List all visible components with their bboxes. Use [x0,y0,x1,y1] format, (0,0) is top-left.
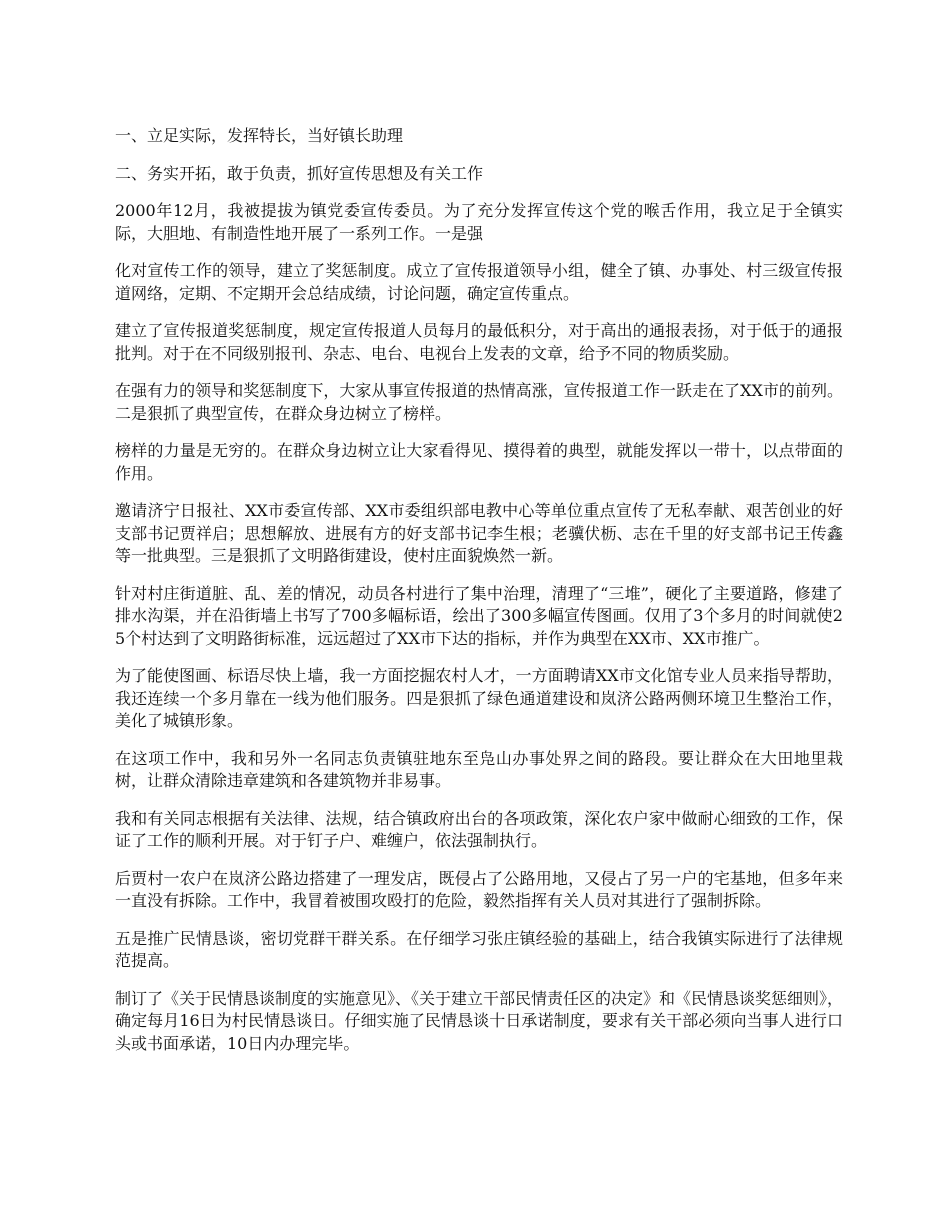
paragraph: 我和有关同志根据有关法律、法规，结合镇政府出台的各项政策，深化农户家中做耐心细致的工作，保证了工作的顺利开展。对于钉子户、难缠户，依法强制执行。 [115,808,843,850]
paragraph: 榜样的力量是无穷的。在群众身边树立让大家看得见、摸得着的典型，就能发挥以一带十，以点带面的作用。 [115,441,843,483]
paragraph: 为了能使图画、标语尽快上墙，我一方面挖掘农村人才，一方面聘请XX市文化馆专业人员来指导帮助，我还连续一个多月靠在一线为他们服务。四是狠抓了绿色通道建设和岚济公路两侧环境卫生整治工作，美化了城镇形象。 [115,666,843,730]
paragraph: 在强有力的领导和奖惩制度下，大家从事宣传报道的热情高涨，宣传报道工作一跃走在了XX市的前列。二是狠抓了典型宣传，在群众身边树立了榜样。 [115,381,843,423]
paragraph: 邀请济宁日报社、XX市委宣传部、XX市委组织部电教中心等单位重点宣传了无私奉献、艰苦创业的好支部书记贾祥启；思想解放、进展有方的好支部书记李生根；老骥伏枥、志在千里的好支部书记王传鑫等一批典型。三是狠抓了文明路街建设，使村庄面貌焕然一新。 [115,501,843,565]
paragraph: 制订了《关于民情恳谈制度的实施意见》、《关于建立干部民情责任区的决定》和《民情恳谈奖惩细则》，确定每月16日为村民情恳谈日。仔细实施了民情恳谈十日承诺制度，要求有关干部必须向当事人进行口头或书面承诺，10日内办理完毕。 [115,988,844,1053]
paragraph: 后贾村一农户在岚济公路边搭建了一理发店，既侵占了公路用地，又侵占了另一户的宅基地，但多年来一直没有拆除。工作中，我冒着被围攻殴打的危险，毅然指挥有关人员对其进行了强制拆除。 [115,868,843,910]
heading-section-two: 二、务实开拓，敢于负责，抓好宣传思想及有关工作 [115,163,484,183]
heading-section-one: 一、立足实际，发挥特长，当好镇长助理 [115,126,404,145]
paragraph: 在这项工作中，我和另外一名同志负责镇驻地东至凫山办事处界之间的路段。要让群众在大田地里栽树，让群众清除违章建筑和各建筑物并非易事。 [115,748,843,790]
paragraph: 针对村庄街道脏、乱、差的情况，动员各村进行了集中治理，清理了“三堆”，硬化了主要道路，修建了排水沟渠，并在沿街墙上书写了700多幅标语，绘出了300多幅宣传图画。仅用了3个多月的时间就使25个村达到了文明路街标准，远远超过了XX市下达的指标，并作为典型在XX市、XX市推广。 [115,583,843,648]
document-body [115,125,843,1070]
paragraph: 化对宣传工作的领导，建立了奖惩制度。成立了宣传报道领导小组，健全了镇、办事处、村三级宣传报道网络，定期、不定期开会总结成绩，讨论问题，确定宣传重点。 [115,261,843,303]
paragraph: 建立了宣传报道奖惩制度，规定宣传报道人员每月的最低积分，对于高出的通报表扬，对于低于的通报批判。对于在不同级别报刊、杂志、电台、电视台上发表的文章，给予不同的物质奖励。 [115,321,843,363]
paragraph: 2000年12月，我被提拔为镇党委宣传委员。为了充分发挥宣传这个党的喉舌作用，我立足于全镇实际，大胆地、有制造性地开展了一系列工作。一是强 [115,201,843,243]
paragraph: 五是推广民情恳谈，密切党群干群关系。在仔细学习张庄镇经验的基础上，结合我镇实际进行了法律规范提高。 [115,928,843,970]
